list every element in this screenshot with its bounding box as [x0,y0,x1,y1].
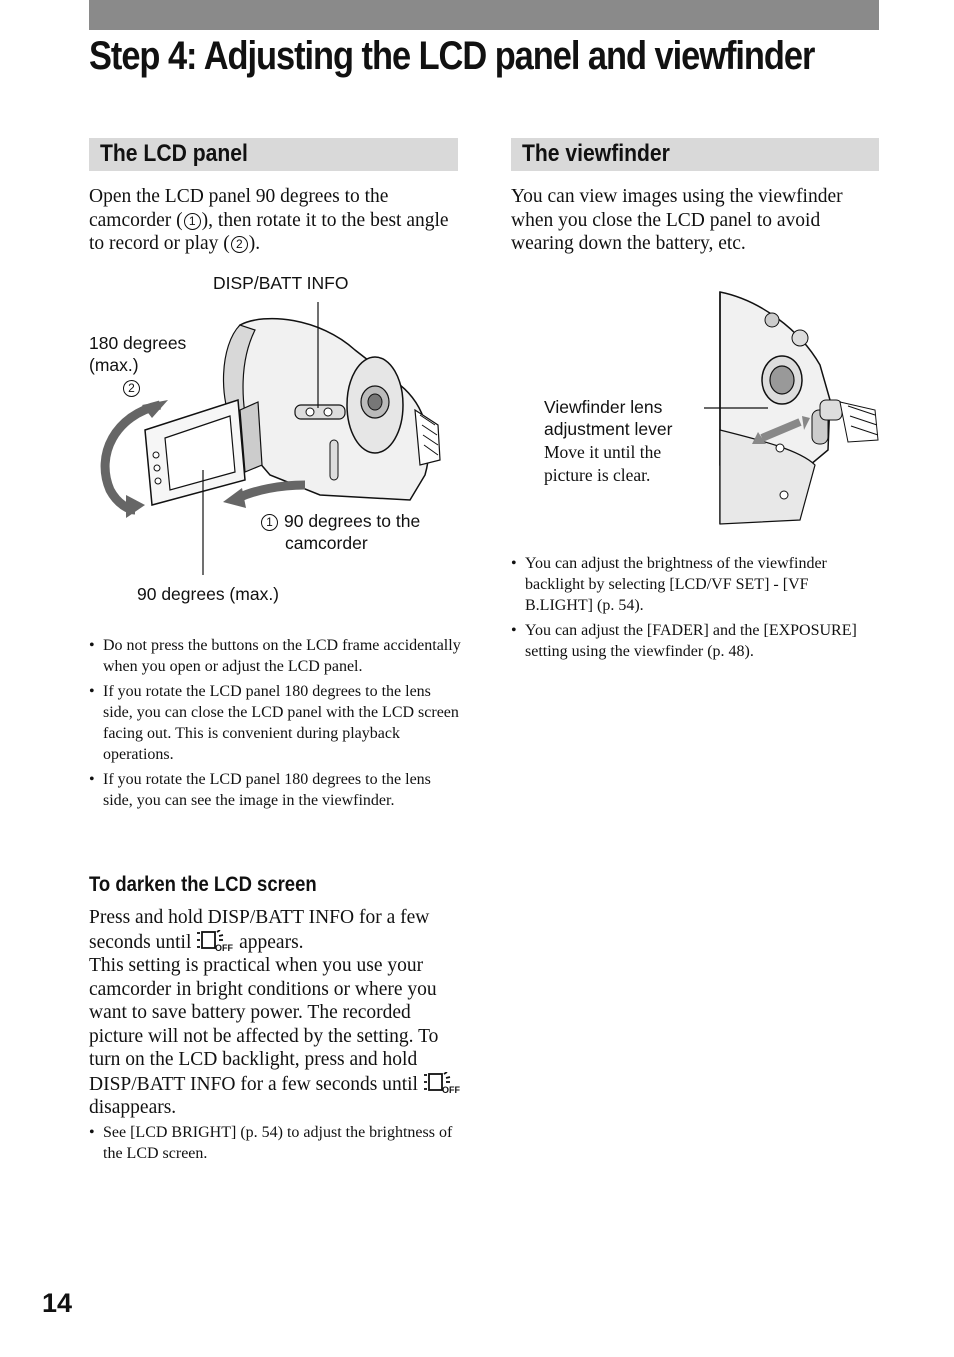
darken-lcd-notes [89,1122,461,1168]
section-heading-viewfinder: The viewfinder [511,138,879,171]
lcd-backlight-off-icon [196,930,234,952]
label-disp-batt-info: DISP/BATT INFO [213,273,349,293]
list-item: • You can adjust the [FADER] and the [EXPOSURE] setting using the viewfinder (p. 48). [511,620,879,662]
label-180-degrees: 180 degrees (max.) 2 [89,333,187,395]
viewfinder-lever-description: Move it until the picture is clear. [544,442,662,485]
viewfinder-intro: You can view images using the viewfinder when you close the LCD panel to avoid wearing down the battery, etc. [511,186,843,254]
header-bar [89,0,879,30]
viewfinder-leader-line [700,405,770,415]
step-number-1-label: 1 [261,514,278,531]
lcd-backlight-off-icon [423,1072,461,1094]
label-90-degrees-max: 90 degrees (max.) [137,584,280,604]
darken-lcd-body: Press and hold DISP/BATT INFO for a few seconds until OFF appears. This setting is practical when you use your camcorder in bright conditions or where you want to save battery power. The recorded picture will not be affected by the setting. To turn on the LCD backlight, press and hold DISP/BATT INFO for a few seconds until OFF disappears. [89,907,460,1118]
label-viewfinder-lever: Viewfinder lens adjustment lever [544,397,673,439]
label-90-degrees-camcorder: 1 90 degrees to the camcorder [260,510,420,554]
svg-text:OFF: OFF [441,1084,460,1094]
step-number-2: 2 [231,236,248,253]
page-number: 14 [42,1288,73,1318]
list-item: • If you rotate the LCD panel 180 degrees to the lens side, you can close the LCD panel with the LCD screen facing out. This is convenient during playback operations. [89,681,461,765]
list-item: • You can adjust the brightness of the viewfinder backlight by selecting [LCD/VF SET] - [VF B.LIGHT] (p. 54). [511,553,879,616]
section-heading-lcd-panel: The LCD panel [89,138,458,171]
step-number-2-label: 2 [123,380,140,397]
lcd-panel-intro: Open the LCD panel 90 degrees to the camcorder ( 1 ), then rotate it to the best angle to record or play ( 2 ). [89,186,449,254]
camcorder-lcd-illustration [90,290,450,580]
list-item: • If you rotate the LCD panel 180 degrees to the lens side, you can see the image in the viewfinder. [89,769,461,811]
page-title: Step 4: Adjusting the LCD panel and viewfinder [89,34,815,78]
viewfinder-notes [511,553,879,666]
subheading-darken-lcd: To darken the LCD screen [89,873,317,896]
svg-text:OFF: OFF [215,942,234,952]
step-number-1: 1 [184,213,201,230]
lcd-panel-notes [89,635,461,815]
list-item: • Do not press the buttons on the LCD frame accidentally when you open or adjust the LCD panel. [89,635,461,677]
list-item: • See [LCD BRIGHT] (p. 54) to adjust the brightness of the LCD screen. [89,1122,461,1164]
